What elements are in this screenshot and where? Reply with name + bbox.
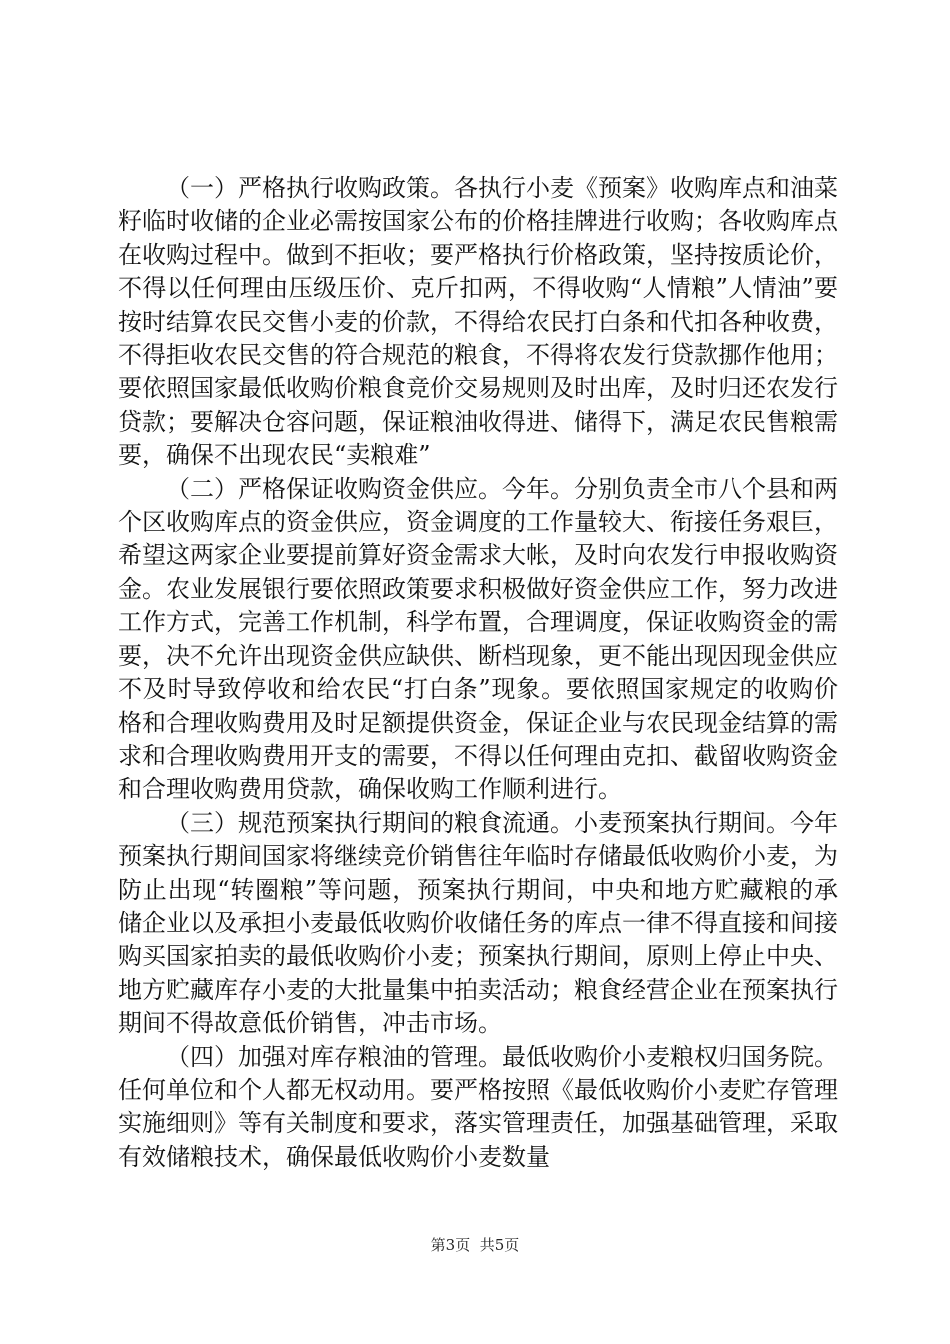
paragraph-grain-circulation: （三）规范预案执行期间的粮食流通。小麦预案执行期间。今年预案执行期间国家将继续竞价销售往年临时存储最低收购价小麦，为防止出现“转圈粮”等问题，预案执行期间，中央和地方贮藏粮的承储企业以及承担小麦最低收购价收储任务的库点一律不得直接和间接购买国家拍卖的最低收购价小麦；预案执行期间，原则上停止中央、地方贮藏库存小麦的大批量集中拍卖活动；粮食经营企业在预案执行期间不得故意低价销售，冲击市场。 <box>118 808 838 1038</box>
document-body <box>118 172 838 1174</box>
paragraph-funding-supply: （二）严格保证收购资金供应。今年。分别负责全市八个县和两个区收购库点的资金供应，资金调度的工作量较大、衔接任务艰巨，希望这两家企业要提前算好资金需求大帐，及时向农发行申报收购资金。农业发展银行要依照政策要求积极做好资金供应工作，努力改进工作方式，完善工作机制，科学布置，合理调度，保证收购资金的需要，决不允许出现资金供应缺供、断档现象，更不能出现因现金供应不及时导致停收和给农民“打白条”现象。要依照国家规定的收购价格和合理收购费用及时足额提供资金，保证企业与农民现金结算的需求和合理收购费用开支的需要，不得以任何理由克扣、截留收购资金和合理收购费用贷款，确保收购工作顺利进行。 <box>118 474 838 804</box>
page-total: 共5页 <box>479 1236 520 1254</box>
paragraph-purchase-policy: （一）严格执行收购政策。各执行小麦《预案》收购库点和油菜籽临时收储的企业必需按国家公布的价格挂牌进行收购；各收购库点在收购过程中。做到不拒收；要严格执行价格政策，坚持按质论价，不得以任何理由压级压价、克斤扣两，不得收购“人情粮”人情油”要按时结算农民交售小麦的价款，不得给农民打白条和代扣各种收费，不得拒收农民交售的符合规范的粮食，不得将农发行贷款挪作他用；要依照国家最低收购价粮食竞价交易规则及时出库，及时归还农发行贷款；要解决仓容问题，保证粮油收得进、储得下，满足农民售粮需要，确保不出现农民“卖粮难” <box>118 174 838 470</box>
page-number: 第3页 <box>430 1236 471 1254</box>
page-footer <box>0 1236 950 1254</box>
paragraph-inventory-management: （四）加强对库存粮油的管理。最低收购价小麦粮权归国务院。任何单位和个人都无权动用。要严格按照《最低收购价小麦贮存管理实施细则》等有关制度和要求，落实管理责任，加强基础管理，采取有效储粮技术，确保最低收购价小麦数量 <box>118 1042 838 1171</box>
